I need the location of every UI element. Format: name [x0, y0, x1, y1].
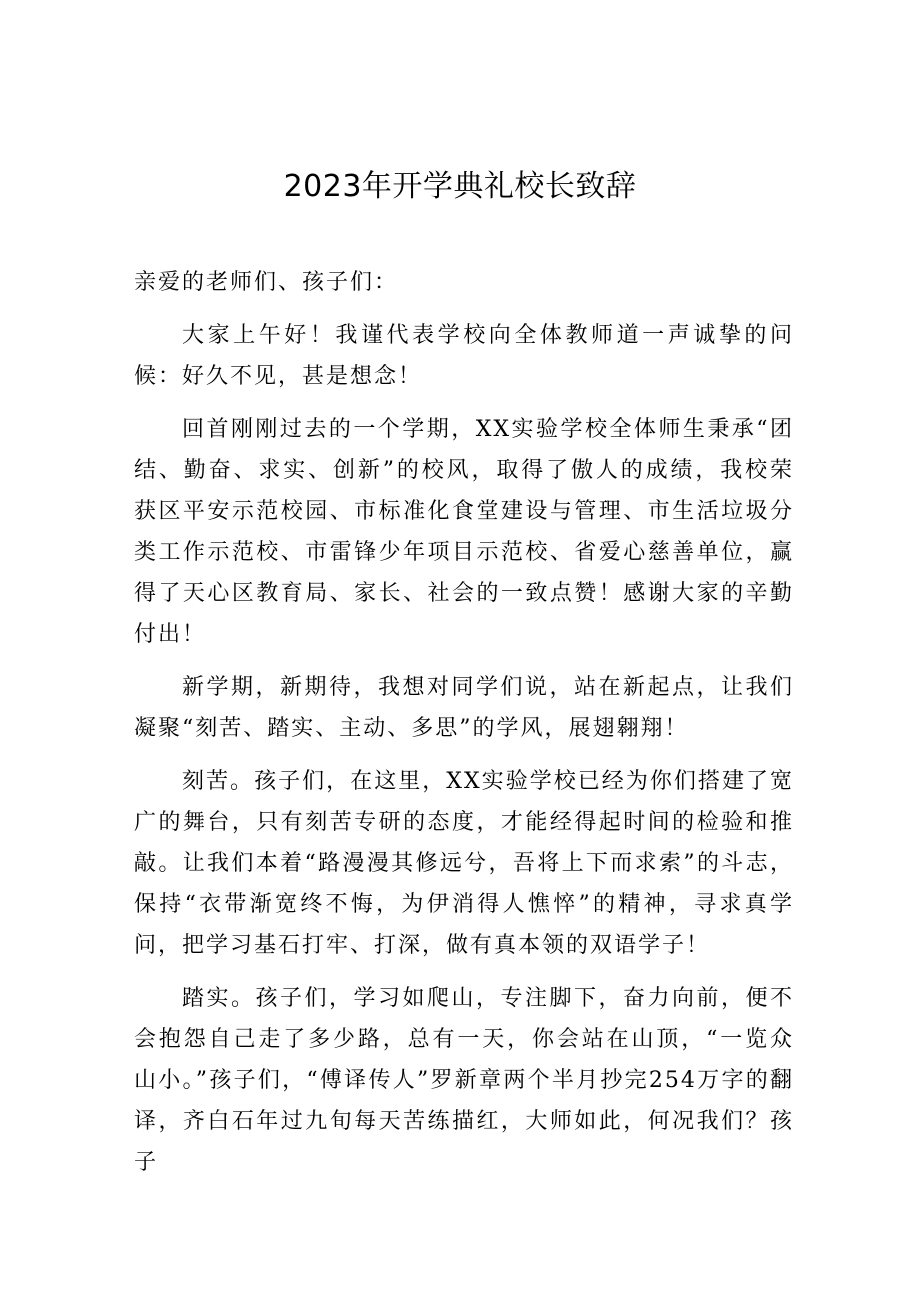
paragraph-steadiness: 踏实。孩子们，学习如爬山，专注脚下，奋力向前，便不会抱怨自己走了多少路，总有一天，你会站在山顶，“一览众山小。”孩子们，“傅译传人”罗新章两个半月抄完254万字的翻译，齐白石年过九旬每天苦练描红，大师如此，何况我们？孩子: [134, 986, 794, 1175]
paragraph-greeting: 大家上午好！我谨代表学校向全体教师道一声诚挚的问候：好久不见，甚是想念！: [134, 323, 794, 389]
paragraph-new-term: 新学期，新期待，我想对同学们说，站在新起点，让我们凝聚“刻苦、踏实、主动、多思”的学风，展翅翱翔！: [134, 675, 794, 741]
document-body: [134, 262, 794, 1195]
document-title: 2023年开学典礼校长致辞: [283, 169, 637, 204]
salutation: 亲爱的老师们、孩子们：: [134, 270, 399, 295]
paragraph-review: 回首刚刚过去的一个学期，XX实验学校全体师生秉承“团结、勤奋、求实、创新”的校风，取得了傲人的成绩，我校荣获区平安示范校园、市标准化食堂建设与管理、市生活垃圾分类工作示范校、市雷锋少年项目示范校、省爱心慈善单位，赢得了天心区教育局、家长、社会的一致点赞！感谢大家的辛勤付出！: [134, 417, 794, 647]
paragraph-diligence: 刻苦。孩子们，在这里，XX实验学校已经为你们搭建了宽广的舞台，只有刻苦专研的态度，才能经得起时间的检验和推敲。让我们本着“路漫漫其修远兮，吾将上下而求索”的斗志，保持“衣带渐宽终不悔，为伊消得人憔悴”的精神，寻求真学问，把学习基石打牢、打深，做有真本领的双语学子！: [134, 769, 794, 958]
